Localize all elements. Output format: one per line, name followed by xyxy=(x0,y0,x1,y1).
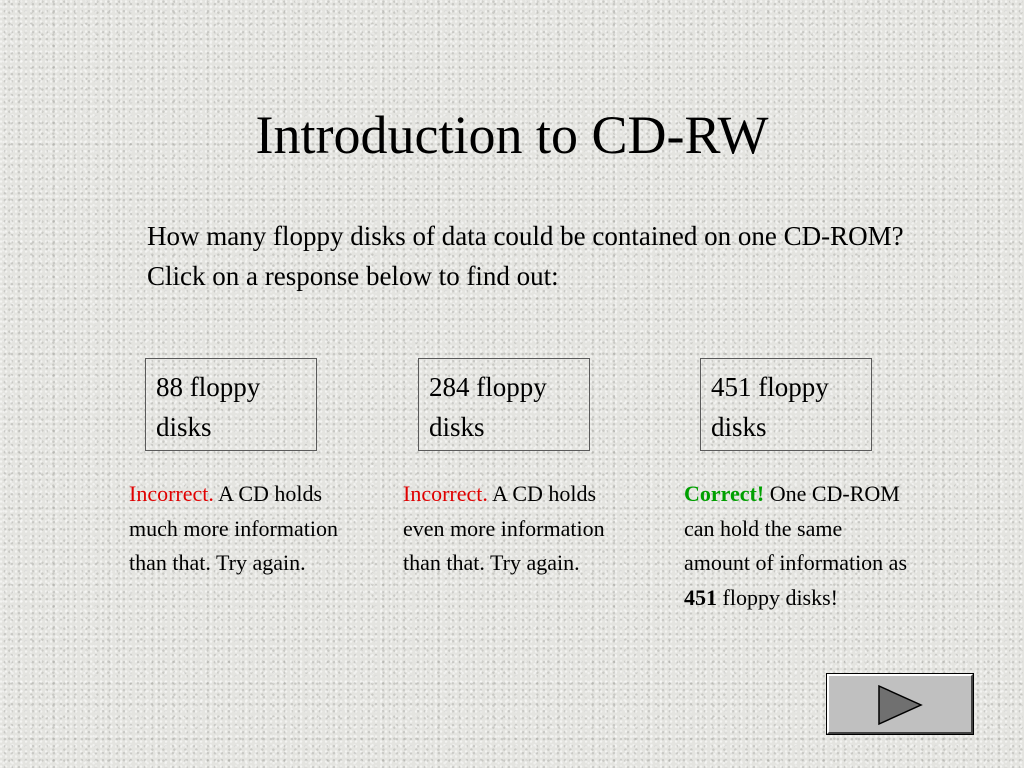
answer-284-floppy-disks[interactable]: 284 floppy disks xyxy=(418,358,590,451)
feedback-text: A CD holds much more information than that. Try again. xyxy=(129,481,338,575)
feedback-text-end: floppy disks! xyxy=(717,584,838,610)
next-slide-button[interactable] xyxy=(827,674,973,734)
feedback-status-correct: Correct! xyxy=(684,481,765,506)
answer-88-floppy-disks[interactable]: 88 floppy disks xyxy=(145,358,317,451)
feedback-284 xyxy=(403,477,608,581)
answer-451-floppy-disks[interactable]: 451 floppy disks xyxy=(700,358,872,451)
feedback-451 xyxy=(684,477,909,615)
feedback-text: One CD-ROM can hold the same amount of information as xyxy=(684,481,908,575)
question-text: How many floppy disks of data could be contained on one CD-ROM? Click on a response below to find out: xyxy=(147,221,904,291)
feedback-text: A CD holds even more information than that. Try again. xyxy=(403,481,605,575)
slide-title: Introduction to CD-RW xyxy=(255,105,769,165)
feedback-status-incorrect: Incorrect. xyxy=(403,481,488,506)
feedback-bold-number: 451 xyxy=(684,584,717,610)
feedback-88 xyxy=(129,477,339,581)
play-triangle-icon xyxy=(877,684,923,726)
feedback-status-incorrect: Incorrect. xyxy=(129,481,214,506)
